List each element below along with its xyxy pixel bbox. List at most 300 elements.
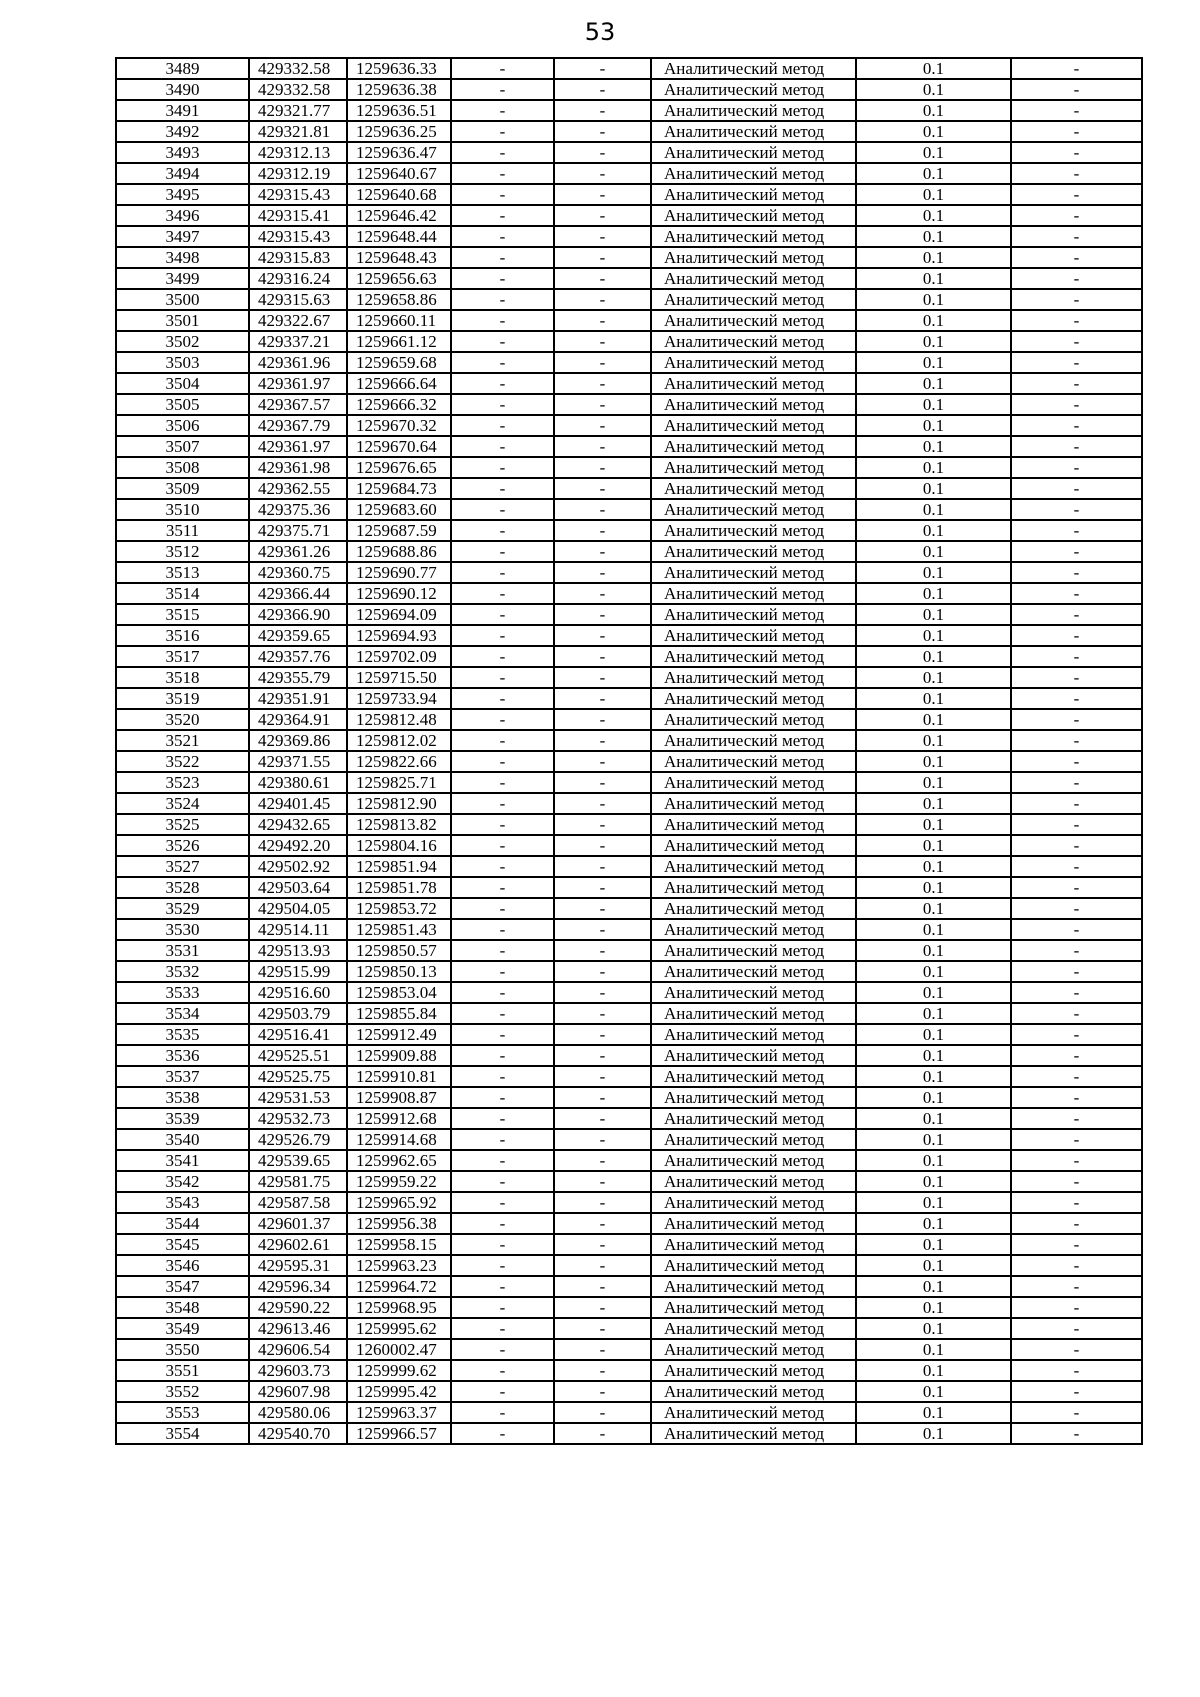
x-coordinate-cell: 429367.57: [249, 394, 347, 415]
dash-cell: -: [451, 793, 554, 814]
dash-cell: -: [554, 142, 651, 163]
table-row: [116, 982, 1142, 1003]
method-cell: Аналитический метод: [651, 919, 856, 940]
point-number-cell: 3553: [116, 1402, 249, 1423]
precision-cell: 0.1: [856, 436, 1011, 457]
point-number-cell: 3513: [116, 562, 249, 583]
precision-cell: 0.1: [856, 1213, 1011, 1234]
point-number-cell: 3502: [116, 331, 249, 352]
dash-cell: -: [554, 1360, 651, 1381]
precision-cell: 0.1: [856, 793, 1011, 814]
precision-cell: 0.1: [856, 940, 1011, 961]
x-coordinate-cell: 429375.36: [249, 499, 347, 520]
point-number-cell: 3524: [116, 793, 249, 814]
dash-cell: -: [554, 121, 651, 142]
method-cell: Аналитический метод: [651, 436, 856, 457]
dash-cell: -: [451, 1360, 554, 1381]
precision-cell: 0.1: [856, 520, 1011, 541]
method-cell: Аналитический метод: [651, 1339, 856, 1360]
x-coordinate-cell: 429540.70: [249, 1423, 347, 1444]
dash-cell: -: [451, 1318, 554, 1339]
point-number-cell: 3531: [116, 940, 249, 961]
precision-cell: 0.1: [856, 394, 1011, 415]
dash-cell: -: [554, 1003, 651, 1024]
y-coordinate-cell: 1259813.82: [347, 814, 451, 835]
dash-cell: -: [554, 835, 651, 856]
table-row: [116, 1360, 1142, 1381]
dash-cell: -: [554, 1066, 651, 1087]
point-number-cell: 3543: [116, 1192, 249, 1213]
method-cell: Аналитический метод: [651, 247, 856, 268]
method-cell: Аналитический метод: [651, 1129, 856, 1150]
table-row: [116, 100, 1142, 121]
point-number-cell: 3497: [116, 226, 249, 247]
precision-cell: 0.1: [856, 1087, 1011, 1108]
method-cell: Аналитический метод: [651, 1150, 856, 1171]
dash-cell: -: [554, 856, 651, 877]
coordinates-table: [115, 57, 1143, 1445]
point-number-cell: 3549: [116, 1318, 249, 1339]
method-cell: Аналитический метод: [651, 478, 856, 499]
dash-cell: -: [1011, 1192, 1142, 1213]
dash-cell: -: [554, 457, 651, 478]
precision-cell: 0.1: [856, 604, 1011, 625]
dash-cell: -: [451, 373, 554, 394]
method-cell: Аналитический метод: [651, 940, 856, 961]
dash-cell: -: [451, 184, 554, 205]
table-row: [116, 1129, 1142, 1150]
dash-cell: -: [451, 226, 554, 247]
y-coordinate-cell: 1259999.62: [347, 1360, 451, 1381]
dash-cell: -: [554, 100, 651, 121]
x-coordinate-cell: 429603.73: [249, 1360, 347, 1381]
point-number-cell: 3545: [116, 1234, 249, 1255]
dash-cell: -: [1011, 877, 1142, 898]
point-number-cell: 3542: [116, 1171, 249, 1192]
point-number-cell: 3495: [116, 184, 249, 205]
precision-cell: 0.1: [856, 835, 1011, 856]
y-coordinate-cell: 1259661.12: [347, 331, 451, 352]
dash-cell: -: [554, 583, 651, 604]
dash-cell: -: [1011, 289, 1142, 310]
table-row: [116, 289, 1142, 310]
dash-cell: -: [451, 1339, 554, 1360]
method-cell: Аналитический метод: [651, 856, 856, 877]
dash-cell: -: [451, 814, 554, 835]
dash-cell: -: [451, 751, 554, 772]
point-number-cell: 3533: [116, 982, 249, 1003]
table-row: [116, 1192, 1142, 1213]
precision-cell: 0.1: [856, 1402, 1011, 1423]
x-coordinate-cell: 429362.55: [249, 478, 347, 499]
x-coordinate-cell: 429492.20: [249, 835, 347, 856]
method-cell: Аналитический метод: [651, 1066, 856, 1087]
dash-cell: -: [554, 1402, 651, 1423]
method-cell: Аналитический метод: [651, 709, 856, 730]
dash-cell: -: [1011, 688, 1142, 709]
point-number-cell: 3521: [116, 730, 249, 751]
dash-cell: -: [554, 562, 651, 583]
dash-cell: -: [554, 1213, 651, 1234]
method-cell: Аналитический метод: [651, 1045, 856, 1066]
dash-cell: -: [451, 268, 554, 289]
y-coordinate-cell: 1259822.66: [347, 751, 451, 772]
point-number-cell: 3539: [116, 1108, 249, 1129]
x-coordinate-cell: 429364.91: [249, 709, 347, 730]
dash-cell: -: [554, 352, 651, 373]
dash-cell: -: [554, 478, 651, 499]
method-cell: Аналитический метод: [651, 1360, 856, 1381]
table-row: [116, 1255, 1142, 1276]
x-coordinate-cell: 429355.79: [249, 667, 347, 688]
table-row: [116, 1108, 1142, 1129]
table-row: [116, 1213, 1142, 1234]
dash-cell: -: [1011, 1045, 1142, 1066]
precision-cell: 0.1: [856, 646, 1011, 667]
x-coordinate-cell: 429361.98: [249, 457, 347, 478]
x-coordinate-cell: 429312.19: [249, 163, 347, 184]
y-coordinate-cell: 1259694.09: [347, 604, 451, 625]
precision-cell: 0.1: [856, 541, 1011, 562]
x-coordinate-cell: 429371.55: [249, 751, 347, 772]
dash-cell: -: [1011, 457, 1142, 478]
y-coordinate-cell: 1259908.87: [347, 1087, 451, 1108]
table-row: [116, 898, 1142, 919]
method-cell: Аналитический метод: [651, 142, 856, 163]
method-cell: Аналитический метод: [651, 604, 856, 625]
dash-cell: -: [554, 709, 651, 730]
precision-cell: 0.1: [856, 79, 1011, 100]
y-coordinate-cell: 1259914.68: [347, 1129, 451, 1150]
dash-cell: -: [1011, 310, 1142, 331]
precision-cell: 0.1: [856, 1276, 1011, 1297]
dash-cell: -: [1011, 1108, 1142, 1129]
x-coordinate-cell: 429337.21: [249, 331, 347, 352]
dash-cell: -: [1011, 100, 1142, 121]
y-coordinate-cell: 1259684.73: [347, 478, 451, 499]
dash-cell: -: [554, 1192, 651, 1213]
y-coordinate-cell: 1259964.72: [347, 1276, 451, 1297]
dash-cell: -: [451, 940, 554, 961]
point-number-cell: 3547: [116, 1276, 249, 1297]
y-coordinate-cell: 1259909.88: [347, 1045, 451, 1066]
dash-cell: -: [451, 415, 554, 436]
dash-cell: -: [1011, 226, 1142, 247]
dash-cell: -: [554, 373, 651, 394]
point-number-cell: 3516: [116, 625, 249, 646]
table-row: [116, 1171, 1142, 1192]
point-number-cell: 3554: [116, 1423, 249, 1444]
method-cell: Аналитический метод: [651, 1003, 856, 1024]
table-row: [116, 1066, 1142, 1087]
dash-cell: -: [451, 772, 554, 793]
point-number-cell: 3498: [116, 247, 249, 268]
table-row: [116, 1024, 1142, 1045]
y-coordinate-cell: 1259688.86: [347, 541, 451, 562]
y-coordinate-cell: 1259963.23: [347, 1255, 451, 1276]
table-row: [116, 436, 1142, 457]
dash-cell: -: [1011, 1360, 1142, 1381]
precision-cell: 0.1: [856, 352, 1011, 373]
dash-cell: -: [1011, 1129, 1142, 1150]
dash-cell: -: [1011, 625, 1142, 646]
method-cell: Аналитический метод: [651, 772, 856, 793]
dash-cell: -: [1011, 1423, 1142, 1444]
dash-cell: -: [1011, 436, 1142, 457]
precision-cell: 0.1: [856, 205, 1011, 226]
precision-cell: 0.1: [856, 562, 1011, 583]
table-body: [116, 58, 1142, 1444]
table-row: [116, 79, 1142, 100]
method-cell: Аналитический метод: [651, 1402, 856, 1423]
dash-cell: -: [451, 520, 554, 541]
dash-cell: -: [554, 1276, 651, 1297]
dash-cell: -: [554, 205, 651, 226]
precision-cell: 0.1: [856, 1108, 1011, 1129]
table-row: [116, 1297, 1142, 1318]
precision-cell: 0.1: [856, 1003, 1011, 1024]
method-cell: Аналитический метод: [651, 1213, 856, 1234]
dash-cell: -: [1011, 58, 1142, 79]
dash-cell: -: [1011, 394, 1142, 415]
point-number-cell: 3490: [116, 79, 249, 100]
precision-cell: 0.1: [856, 898, 1011, 919]
method-cell: Аналитический метод: [651, 331, 856, 352]
dash-cell: -: [554, 163, 651, 184]
y-coordinate-cell: 1259715.50: [347, 667, 451, 688]
dash-cell: -: [554, 226, 651, 247]
table-row: [116, 814, 1142, 835]
dash-cell: -: [554, 1024, 651, 1045]
method-cell: Аналитический метод: [651, 814, 856, 835]
method-cell: Аналитический метод: [651, 58, 856, 79]
y-coordinate-cell: 1259636.25: [347, 121, 451, 142]
x-coordinate-cell: 429315.63: [249, 289, 347, 310]
point-number-cell: 3506: [116, 415, 249, 436]
x-coordinate-cell: 429315.83: [249, 247, 347, 268]
table-row: [116, 310, 1142, 331]
y-coordinate-cell: 1259636.33: [347, 58, 451, 79]
x-coordinate-cell: 429361.96: [249, 352, 347, 373]
x-coordinate-cell: 429321.81: [249, 121, 347, 142]
point-number-cell: 3501: [116, 310, 249, 331]
dash-cell: -: [1011, 583, 1142, 604]
method-cell: Аналитический метод: [651, 688, 856, 709]
dash-cell: -: [451, 1129, 554, 1150]
dash-cell: -: [451, 1234, 554, 1255]
method-cell: Аналитический метод: [651, 583, 856, 604]
x-coordinate-cell: 429315.43: [249, 184, 347, 205]
y-coordinate-cell: 1259690.12: [347, 583, 451, 604]
method-cell: Аналитический метод: [651, 625, 856, 646]
point-number-cell: 3546: [116, 1255, 249, 1276]
dash-cell: -: [554, 1297, 651, 1318]
dash-cell: -: [1011, 1171, 1142, 1192]
y-coordinate-cell: 1259851.43: [347, 919, 451, 940]
dash-cell: -: [554, 1108, 651, 1129]
point-number-cell: 3514: [116, 583, 249, 604]
dash-cell: -: [451, 667, 554, 688]
dash-cell: -: [451, 478, 554, 499]
method-cell: Аналитический метод: [651, 793, 856, 814]
dash-cell: -: [554, 667, 651, 688]
page-number: 53: [584, 18, 616, 46]
precision-cell: 0.1: [856, 121, 1011, 142]
y-coordinate-cell: 1259687.59: [347, 520, 451, 541]
dash-cell: -: [451, 163, 554, 184]
dash-cell: -: [1011, 352, 1142, 373]
precision-cell: 0.1: [856, 1024, 1011, 1045]
y-coordinate-cell: 1259956.38: [347, 1213, 451, 1234]
dash-cell: -: [1011, 646, 1142, 667]
point-number-cell: 3538: [116, 1087, 249, 1108]
dash-cell: -: [1011, 562, 1142, 583]
precision-cell: 0.1: [856, 247, 1011, 268]
x-coordinate-cell: 429316.24: [249, 268, 347, 289]
method-cell: Аналитический метод: [651, 1171, 856, 1192]
dash-cell: -: [1011, 709, 1142, 730]
method-cell: Аналитический метод: [651, 1234, 856, 1255]
x-coordinate-cell: 429332.58: [249, 79, 347, 100]
point-number-cell: 3529: [116, 898, 249, 919]
dash-cell: -: [1011, 1402, 1142, 1423]
dash-cell: -: [451, 142, 554, 163]
y-coordinate-cell: 1259683.60: [347, 499, 451, 520]
dash-cell: -: [554, 520, 651, 541]
dash-cell: -: [1011, 331, 1142, 352]
point-number-cell: 3537: [116, 1066, 249, 1087]
method-cell: Аналитический метод: [651, 1108, 856, 1129]
method-cell: Аналитический метод: [651, 1318, 856, 1339]
dash-cell: -: [451, 562, 554, 583]
y-coordinate-cell: 1259640.67: [347, 163, 451, 184]
dash-cell: -: [1011, 1339, 1142, 1360]
y-coordinate-cell: 1259963.37: [347, 1402, 451, 1423]
precision-cell: 0.1: [856, 961, 1011, 982]
dash-cell: -: [1011, 205, 1142, 226]
dash-cell: -: [451, 646, 554, 667]
dash-cell: -: [1011, 1003, 1142, 1024]
method-cell: Аналитический метод: [651, 982, 856, 1003]
x-coordinate-cell: 429367.79: [249, 415, 347, 436]
x-coordinate-cell: 429359.65: [249, 625, 347, 646]
precision-cell: 0.1: [856, 982, 1011, 1003]
y-coordinate-cell: 1259853.72: [347, 898, 451, 919]
dash-cell: -: [1011, 667, 1142, 688]
table-row: [116, 1318, 1142, 1339]
dash-cell: -: [554, 436, 651, 457]
dash-cell: -: [554, 1150, 651, 1171]
dash-cell: -: [554, 79, 651, 100]
x-coordinate-cell: 429312.13: [249, 142, 347, 163]
point-number-cell: 3508: [116, 457, 249, 478]
y-coordinate-cell: 1259851.78: [347, 877, 451, 898]
dash-cell: -: [554, 1171, 651, 1192]
dash-cell: -: [451, 58, 554, 79]
y-coordinate-cell: 1259646.42: [347, 205, 451, 226]
table-row: [116, 226, 1142, 247]
table-row: [116, 940, 1142, 961]
point-number-cell: 3515: [116, 604, 249, 625]
point-number-cell: 3517: [116, 646, 249, 667]
table-row: [116, 1381, 1142, 1402]
method-cell: Аналитический метод: [651, 457, 856, 478]
dash-cell: -: [451, 709, 554, 730]
method-cell: Аналитический метод: [651, 730, 856, 751]
method-cell: Аналитический метод: [651, 310, 856, 331]
dash-cell: -: [554, 688, 651, 709]
dash-cell: -: [451, 436, 554, 457]
x-coordinate-cell: 429504.05: [249, 898, 347, 919]
dash-cell: -: [1011, 184, 1142, 205]
precision-cell: 0.1: [856, 373, 1011, 394]
method-cell: Аналитический метод: [651, 520, 856, 541]
y-coordinate-cell: 1259694.93: [347, 625, 451, 646]
y-coordinate-cell: 1259659.68: [347, 352, 451, 373]
dash-cell: -: [554, 1045, 651, 1066]
table-row: [116, 604, 1142, 625]
x-coordinate-cell: 429315.43: [249, 226, 347, 247]
dash-cell: -: [1011, 499, 1142, 520]
x-coordinate-cell: 429595.31: [249, 1255, 347, 1276]
dash-cell: -: [1011, 730, 1142, 751]
precision-cell: 0.1: [856, 688, 1011, 709]
dash-cell: -: [1011, 1234, 1142, 1255]
y-coordinate-cell: 1259658.86: [347, 289, 451, 310]
y-coordinate-cell: 1259910.81: [347, 1066, 451, 1087]
x-coordinate-cell: 429369.86: [249, 730, 347, 751]
point-number-cell: 3526: [116, 835, 249, 856]
x-coordinate-cell: 429525.75: [249, 1066, 347, 1087]
x-coordinate-cell: 429315.41: [249, 205, 347, 226]
dash-cell: -: [1011, 898, 1142, 919]
y-coordinate-cell: 1259648.43: [347, 247, 451, 268]
x-coordinate-cell: 429607.98: [249, 1381, 347, 1402]
dash-cell: -: [554, 1423, 651, 1444]
y-coordinate-cell: 1259912.68: [347, 1108, 451, 1129]
table-row: [116, 562, 1142, 583]
dash-cell: -: [451, 457, 554, 478]
dash-cell: -: [451, 898, 554, 919]
y-coordinate-cell: 1259850.13: [347, 961, 451, 982]
dash-cell: -: [554, 289, 651, 310]
dash-cell: -: [1011, 1066, 1142, 1087]
precision-cell: 0.1: [856, 856, 1011, 877]
point-number-cell: 3491: [116, 100, 249, 121]
dash-cell: -: [451, 1192, 554, 1213]
x-coordinate-cell: 429606.54: [249, 1339, 347, 1360]
point-number-cell: 3512: [116, 541, 249, 562]
x-coordinate-cell: 429587.58: [249, 1192, 347, 1213]
precision-cell: 0.1: [856, 163, 1011, 184]
method-cell: Аналитический метод: [651, 1024, 856, 1045]
precision-cell: 0.1: [856, 1150, 1011, 1171]
dash-cell: -: [451, 79, 554, 100]
table-row: [116, 499, 1142, 520]
x-coordinate-cell: 429366.90: [249, 604, 347, 625]
method-cell: Аналитический метод: [651, 1087, 856, 1108]
y-coordinate-cell: 1259825.71: [347, 772, 451, 793]
dash-cell: -: [554, 982, 651, 1003]
precision-cell: 0.1: [856, 310, 1011, 331]
dash-cell: -: [554, 898, 651, 919]
precision-cell: 0.1: [856, 1297, 1011, 1318]
dash-cell: -: [451, 205, 554, 226]
point-number-cell: 3551: [116, 1360, 249, 1381]
method-cell: Аналитический метод: [651, 100, 856, 121]
x-coordinate-cell: 429366.44: [249, 583, 347, 604]
method-cell: Аналитический метод: [651, 898, 856, 919]
